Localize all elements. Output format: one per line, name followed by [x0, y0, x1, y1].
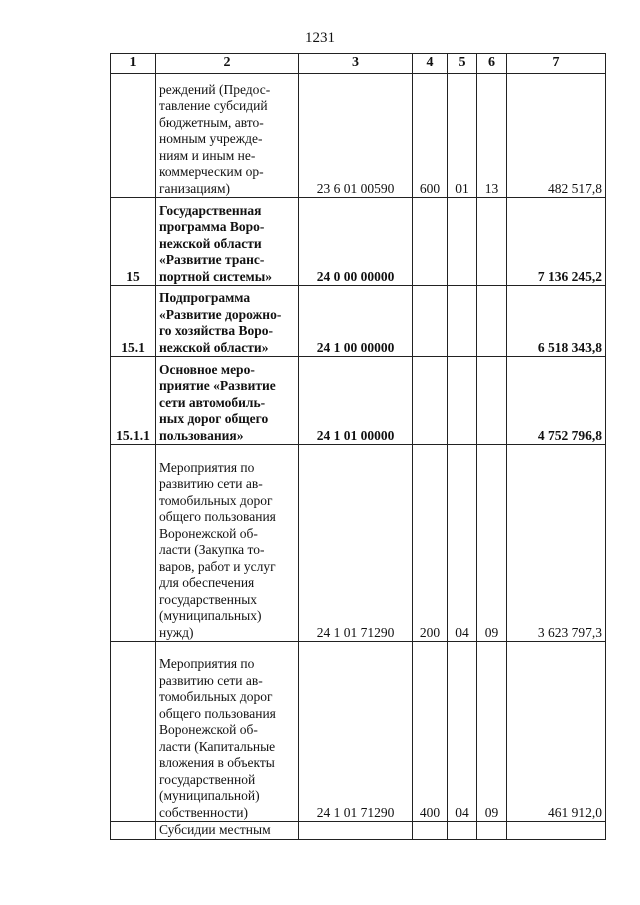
item-name-line: «Развитие дорожно- [159, 306, 282, 322]
item-name-cell [156, 822, 299, 840]
section-cell: 04 [448, 445, 477, 642]
item-name-line: приятие «Развитие [159, 378, 276, 393]
item-name-line: ласти (Закупка то- [159, 542, 265, 557]
column-header: 7 [507, 54, 606, 74]
item-name-line: «Развитие транс- [159, 252, 265, 267]
table-row [111, 74, 606, 198]
item-name-line: ганизациям) [159, 180, 231, 196]
subsection-cell [477, 357, 507, 445]
item-number-cell [111, 445, 156, 642]
item-name-line: (муниципальной) [159, 788, 260, 803]
page-number: 1231 [305, 30, 335, 46]
budget-table [110, 53, 606, 840]
column-header: 2 [156, 54, 299, 74]
item-name-line: го хозяйства Воро- [159, 323, 273, 338]
table-header-row [111, 54, 606, 74]
column-header: 4 [413, 54, 448, 74]
table-row [111, 445, 606, 642]
item-number-cell [111, 642, 156, 822]
amount-cell: 3 623 797,3 [507, 445, 606, 642]
item-name-line: бюджетным, авто- [159, 114, 264, 130]
item-name-line: ласти (Капитальные [159, 738, 276, 754]
table-row [111, 286, 606, 357]
item-name-cell [156, 286, 299, 357]
item-name-line: Основное меро- [159, 361, 255, 377]
item-name-line: ных дорог общего [159, 411, 269, 426]
item-name-line: пользования» [159, 427, 244, 443]
column-header: 3 [299, 54, 413, 74]
target-code-cell: 24 1 01 71290 [299, 445, 413, 642]
subsection-cell: 09 [477, 445, 507, 642]
item-name-line: реждений (Предос- [159, 81, 271, 97]
item-name-cell [156, 445, 299, 642]
table-row [111, 822, 606, 840]
item-name-line: сети автомобиль- [159, 394, 266, 410]
expense-type-cell: 400 [413, 642, 448, 822]
item-name-line: Мероприятия по [159, 656, 255, 671]
item-name-cell [156, 642, 299, 822]
item-name-line: портной системы» [159, 268, 273, 284]
column-header: 1 [111, 54, 156, 74]
target-code-cell: 23 6 01 00590 [299, 74, 413, 198]
item-name-line: развитию сети ав- [159, 476, 263, 491]
item-name-line: (муниципальных) [159, 608, 262, 623]
subsection-cell: 09 [477, 642, 507, 822]
subsection-cell [477, 286, 507, 357]
item-name-line: Государственная [159, 202, 262, 218]
item-name-line: Субсидии местным [159, 822, 271, 837]
item-name-line: Мероприятия по [159, 459, 255, 475]
expense-type-cell: 200 [413, 445, 448, 642]
target-code-cell: 24 1 01 00000 [299, 357, 413, 445]
section-cell: 04 [448, 642, 477, 822]
item-name-line: Подпрограмма [159, 290, 251, 305]
item-name-cell [156, 198, 299, 286]
item-name-line: томобильных дорог [159, 689, 273, 704]
item-name-line: вложения в объекты [159, 755, 275, 770]
item-name-line: государственной [159, 771, 256, 787]
item-number-cell: 15.1 [111, 286, 156, 357]
item-number-cell [111, 822, 156, 840]
item-name-line: нежской области [159, 235, 262, 251]
section-cell: 01 [448, 74, 477, 198]
subsection-cell [477, 822, 507, 840]
item-name-line: Воронежской об- [159, 525, 258, 541]
item-name-line: общего пользования [159, 509, 276, 524]
column-header: 5 [448, 54, 477, 74]
subsection-cell [477, 198, 507, 286]
item-number-cell: 15.1.1 [111, 357, 156, 445]
amount-cell: 6 518 343,8 [507, 286, 606, 357]
section-cell [448, 822, 477, 840]
expense-type-cell [413, 286, 448, 357]
target-code-cell [299, 822, 413, 840]
item-name-line: Воронежской об- [159, 722, 258, 737]
item-name-line: государственных [159, 591, 258, 607]
item-name-line: варов, работ и услуг [159, 558, 276, 574]
item-name-line: номным учрежде- [159, 131, 263, 146]
item-name-line: собственности) [159, 804, 248, 820]
item-name-line: тавление субсидий [159, 98, 268, 113]
item-name-line: развитию сети ав- [159, 672, 263, 688]
table-body [111, 74, 606, 840]
item-name-line: программа Воро- [159, 219, 265, 234]
item-number-cell: 15 [111, 198, 156, 286]
target-code-cell: 24 1 00 00000 [299, 286, 413, 357]
item-name-line: нежской области» [159, 339, 269, 355]
table-row [111, 198, 606, 286]
amount-cell: 461 912,0 [507, 642, 606, 822]
table-row [111, 357, 606, 445]
expense-type-cell: 600 [413, 74, 448, 198]
expense-type-cell [413, 198, 448, 286]
subsection-cell: 13 [477, 74, 507, 198]
item-name-line: общего пользования [159, 705, 276, 721]
item-name-line: нужд) [159, 624, 194, 640]
item-name-line: томобильных дорог [159, 492, 273, 508]
item-name-line: для обеспечения [159, 575, 255, 590]
section-cell [448, 357, 477, 445]
amount-cell: 482 517,8 [507, 74, 606, 198]
column-header: 6 [477, 54, 507, 74]
item-name-line: коммерческим ор- [159, 164, 264, 179]
item-number-cell [111, 74, 156, 198]
expense-type-cell [413, 822, 448, 840]
table-row [111, 642, 606, 822]
amount-cell: 7 136 245,2 [507, 198, 606, 286]
item-name-cell [156, 357, 299, 445]
item-name-line: ниям и иным не- [159, 147, 256, 163]
target-code-cell: 24 0 00 00000 [299, 198, 413, 286]
amount-cell [507, 822, 606, 840]
section-cell [448, 198, 477, 286]
section-cell [448, 286, 477, 357]
expense-type-cell [413, 357, 448, 445]
item-name-cell [156, 74, 299, 198]
amount-cell: 4 752 796,8 [507, 357, 606, 445]
target-code-cell: 24 1 01 71290 [299, 642, 413, 822]
